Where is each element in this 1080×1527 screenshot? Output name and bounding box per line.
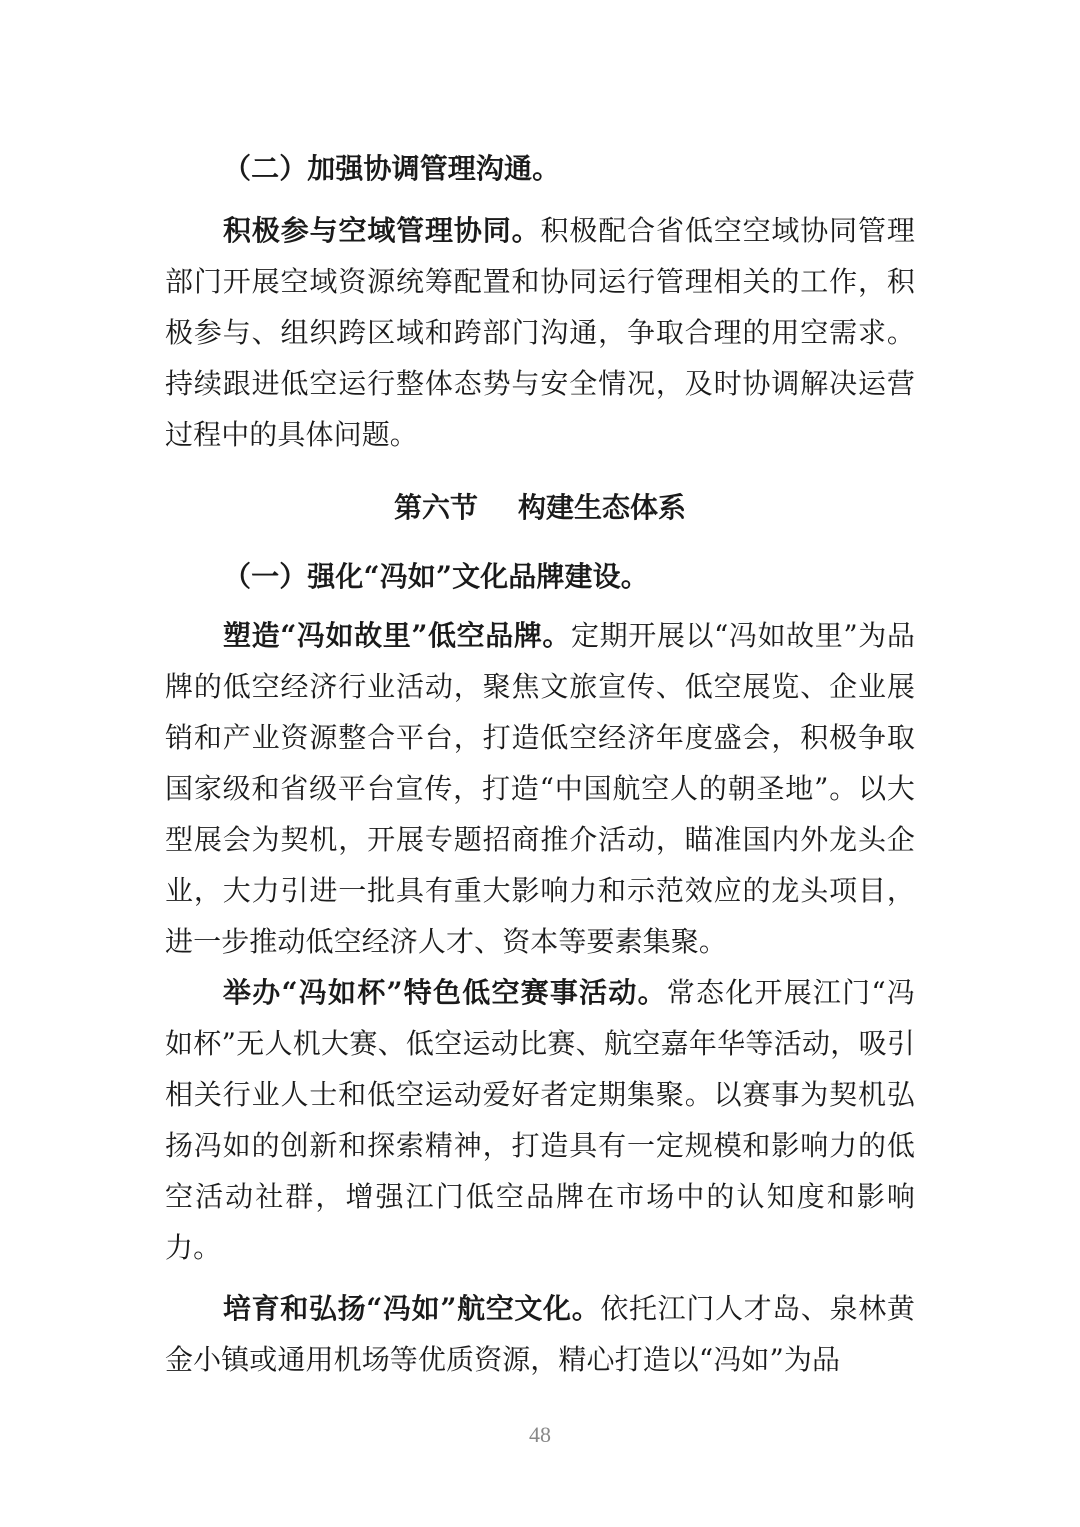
paragraph-aviation-culture [165,1283,915,1385]
page-content [165,143,915,1385]
paragraph-body: 定期开展以“冯如故里”为品牌的低空经济行业活动，聚焦文旅宣传、低空展览、企业展销和产业资源整合平台，打造低空经济年度盛会，积极争取国家级和省级平台宣传，打造“中国航空人的朝圣地”。以大型展会为契机，开展专题招商推介活动，瞄准国内外龙头企业，大力引进一批具有重大影响力和示范效应的龙头项目，进一步推动低空经济人才、资本等要素集聚。 [165,619,915,958]
paragraph-brand [165,610,915,967]
paragraph-cup-events [165,967,915,1273]
paragraph-body: 依托江门人才岛、泉林黄金小镇或通用机场等优质资源，精心打造以“冯如”为品 [165,1292,915,1376]
section-name: 构建生态体系 [518,491,687,524]
paragraph-lead: 举办“冯如杯”特色低空赛事活动。 [223,976,667,1009]
paragraph-body: 常态化开展江门“冯如杯”无人机大赛、低空运动比赛、航空嘉年华等活动，吸引相关行业人士和低空运动爱好者定期集聚。以赛事为契机弘扬冯如的创新和探索精神，打造具有一定规模和影响力的低空活动社群，增强江门低空品牌在市场中的认知度和影响力。 [165,976,916,1264]
page-number: 48 [529,1422,551,1447]
paragraph-lead: 积极参与空域管理协同。 [223,214,541,247]
section-number: 第六节 [393,491,478,524]
paragraph-lead: 培育和弘扬“冯如”航空文化。 [223,1292,601,1325]
heading-brand-building: （一）强化“冯如”文化品牌建设。 [223,560,649,593]
paragraph-body: 积极配合省低空空域协同管理部门开展空域资源统筹配置和协同运行管理相关的工作，积极参与、组织跨区域和跨部门沟通，争取合理的用空需求。持续跟进低空运行整体态势与安全情况，及时协调解决运营过程中的具体问题。 [165,214,915,451]
heading-strengthen-coordination: （二）加强协调管理沟通。 [223,152,561,185]
paragraph-lead: 塑造“冯如故里”低空品牌。 [223,619,572,652]
section-title [165,482,915,533]
paragraph-airspace-coordination [165,205,915,460]
